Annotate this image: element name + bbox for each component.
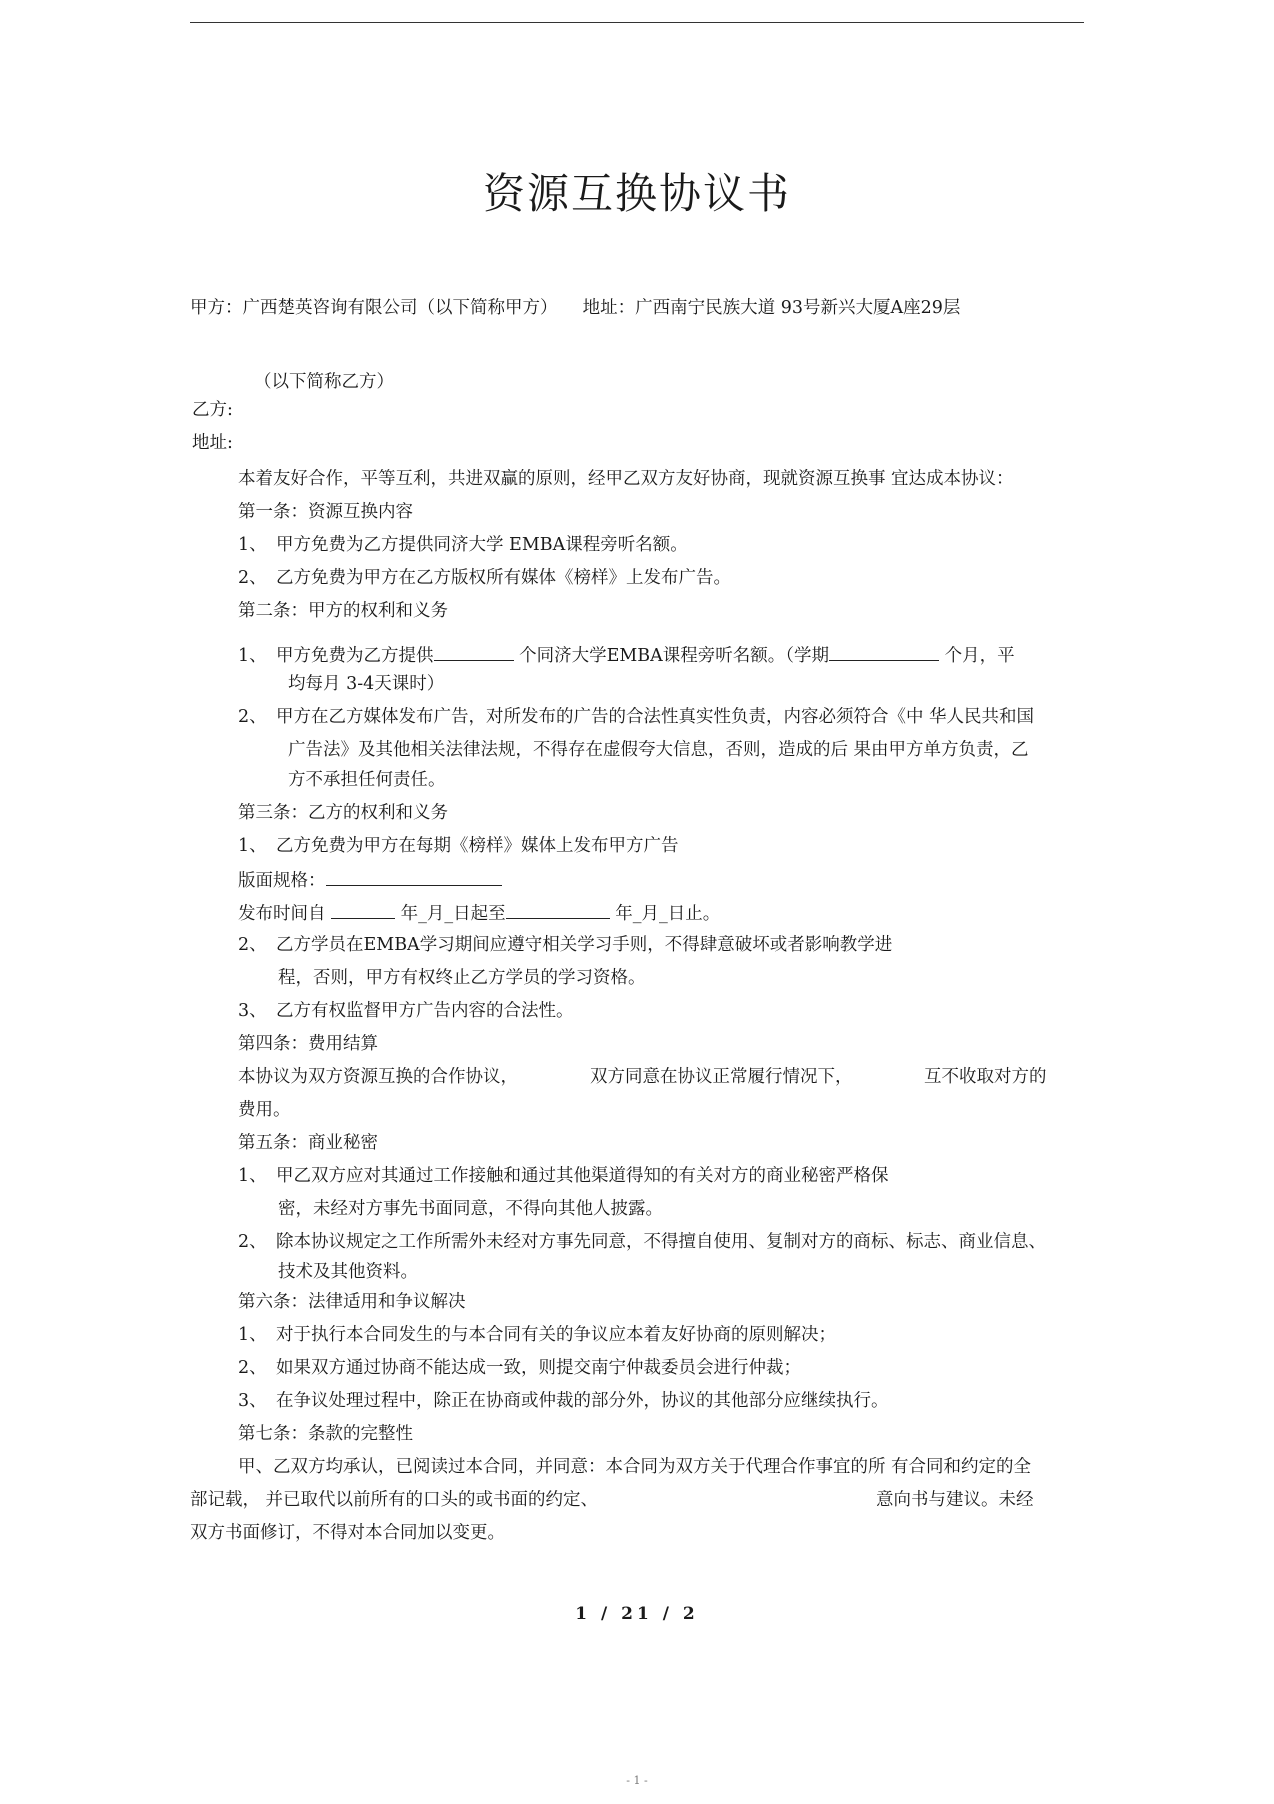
article-2-heading: 第二条：甲方的权利和义务 bbox=[238, 601, 448, 621]
item-number: 2、 bbox=[238, 1232, 267, 1252]
publish-time-label: 发布时间自 bbox=[238, 904, 326, 924]
page-number: - 1 - bbox=[626, 1774, 648, 1787]
intro-paragraph: 本着友好合作，平等互利，共进双赢的原则，经甲乙双方友好协商，现就资源互换事 宜达成本协议： bbox=[238, 469, 1014, 489]
article-1-heading: 第一条：资源互换内容 bbox=[238, 502, 413, 522]
article-2-item-2-cont: 广告法》及其他相关法律法规，不得存在虚假夸大信息，否则，造成的后 果由甲方单方负责，乙 bbox=[288, 740, 1029, 760]
party-b-label: 乙方: bbox=[192, 400, 233, 420]
party-a-address-label: 地址： bbox=[582, 298, 636, 318]
article-1-item-1 bbox=[238, 533, 688, 557]
header-rule bbox=[190, 22, 1084, 23]
article-4-text-c: 互不收取对方的 bbox=[924, 1067, 1047, 1087]
party-a-name: 广西楚英咨询有限公司（以下简称甲方） bbox=[242, 298, 558, 318]
document-title: 资源互换协议书 bbox=[482, 169, 791, 218]
article-3-item-1 bbox=[238, 834, 679, 858]
item-text: 个同济大学EMBA课程旁听名额。（学期 bbox=[519, 646, 830, 666]
article-6-item-2 bbox=[238, 1356, 801, 1380]
item-text: 甲方免费为乙方提供 bbox=[276, 646, 434, 666]
item-number: 2、 bbox=[238, 707, 267, 727]
article-2-item-2-cont2: 方不承担任何责任。 bbox=[288, 770, 446, 790]
article-7-heading: 第七条：条款的完整性 bbox=[238, 1424, 413, 1444]
article-4-heading: 第四条：费用结算 bbox=[238, 1034, 378, 1054]
item-number: 2、 bbox=[238, 568, 267, 588]
layout-spec-line bbox=[238, 867, 502, 893]
item-number: 1、 bbox=[238, 836, 267, 856]
item-text: 甲乙双方应对其通过工作接触和通过其他渠道得知的有关对方的商业秘密严格保 bbox=[276, 1166, 889, 1186]
article-6-heading: 第六条：法律适用和争议解决 bbox=[238, 1292, 466, 1312]
item-text: 对于执行本合同发生的与本合同有关的争议应本着友好协商的原则解决； bbox=[276, 1325, 836, 1345]
page-footer: 1 / 21 / 2 bbox=[575, 1604, 699, 1624]
item-text: 除本协议规定之工作所需外未经对方事先同意，不得擅自使用、复制对方的商标、标志、商业信息、 bbox=[276, 1232, 1046, 1252]
article-2-item-1-cont: 均每月 3-4天课时） bbox=[288, 674, 445, 694]
article-7-paragraph-line-2a: 部记载， 并已取代以前所有的口头的或书面的约定、 bbox=[190, 1490, 599, 1510]
item-number: 1、 bbox=[238, 646, 267, 666]
article-4-text-a: 本协议为双方资源互换的合作协议， bbox=[238, 1067, 518, 1087]
item-number: 1、 bbox=[238, 1325, 267, 1345]
article-4-text-d: 费用。 bbox=[238, 1100, 291, 1120]
party-b-abbr: （以下简称乙方） bbox=[254, 372, 394, 392]
item-text: 乙方免费为甲方在每期《榜样》媒体上发布甲方广告 bbox=[276, 836, 679, 856]
article-5-heading: 第五条：商业秘密 bbox=[238, 1133, 378, 1153]
article-2-item-2 bbox=[238, 705, 1034, 729]
party-a-address: 广西南宁民族大道 93号新兴大厦A座29层 bbox=[635, 298, 961, 318]
party-a-label: 甲方： bbox=[190, 298, 243, 318]
party-a-line bbox=[190, 296, 960, 320]
item-text: 甲方免费为乙方提供同济大学 EMBA课程旁听名额。 bbox=[276, 535, 688, 555]
article-1-item-2 bbox=[238, 566, 731, 590]
publish-time-text: 年_月_日止。 bbox=[615, 904, 721, 924]
article-5-item-2 bbox=[238, 1230, 1046, 1254]
item-text: 个月，平 bbox=[944, 646, 1015, 666]
quota-blank[interactable] bbox=[434, 642, 514, 661]
article-2-item-1 bbox=[238, 642, 1015, 668]
item-number: 1、 bbox=[238, 1166, 267, 1186]
item-number: 3、 bbox=[238, 1391, 267, 1411]
article-6-item-1 bbox=[238, 1323, 836, 1347]
item-text: 乙方学员在EMBA学习期间应遵守相关学习手则，不得肆意破坏或者影响教学进 bbox=[276, 935, 893, 955]
article-5-item-1 bbox=[238, 1164, 889, 1188]
article-5-item-1-cont: 密，未经对方事先书面同意，不得向其他人披露。 bbox=[278, 1199, 663, 1219]
article-3-item-2 bbox=[238, 933, 892, 957]
item-number: 3、 bbox=[238, 1001, 267, 1021]
item-text: 乙方有权监督甲方广告内容的合法性。 bbox=[276, 1001, 574, 1021]
article-3-item-3 bbox=[238, 999, 574, 1023]
item-text: 如果双方通过协商不能达成一致，则提交南宁仲裁委员会进行仲裁； bbox=[276, 1358, 801, 1378]
item-text: 甲方在乙方媒体发布广告，对所发布的广告的合法性真实性负责，内容必须符合《中 华人民共和国 bbox=[276, 707, 1035, 727]
article-4-text-b: 双方同意在协议正常履行情况下， bbox=[590, 1067, 853, 1087]
article-3-item-2-cont: 程，否则，甲方有权终止乙方学员的学习资格。 bbox=[278, 968, 646, 988]
article-7-paragraph-line-2b: 意向书与建议。未经 bbox=[876, 1490, 1034, 1510]
start-date-blank[interactable] bbox=[331, 900, 395, 919]
article-3-heading: 第三条：乙方的权利和义务 bbox=[238, 803, 448, 823]
article-6-item-3 bbox=[238, 1389, 889, 1413]
layout-spec-blank[interactable] bbox=[326, 867, 502, 886]
party-b-address-label: 地址: bbox=[192, 433, 233, 453]
term-blank[interactable] bbox=[829, 642, 939, 661]
publish-time-line bbox=[238, 900, 720, 926]
article-7-paragraph-line-1: 甲、乙双方均承认，已阅读过本合同，并同意：本合同为双方关于代理合作事宜的所 有合同和约定的全 bbox=[238, 1457, 1032, 1477]
item-number: 1、 bbox=[238, 535, 267, 555]
item-text: 在争议处理过程中，除正在协商或仲裁的部分外，协议的其他部分应继续执行。 bbox=[276, 1391, 889, 1411]
article-5-item-2-cont: 技术及其他资料。 bbox=[278, 1262, 418, 1282]
item-number: 2、 bbox=[238, 935, 267, 955]
publish-time-text: 年_月_日起至 bbox=[400, 904, 506, 924]
article-7-paragraph-line-3: 双方书面修订，不得对本合同加以变更。 bbox=[190, 1523, 505, 1543]
layout-spec-label: 版面规格： bbox=[238, 871, 326, 891]
item-text: 乙方免费为甲方在乙方版权所有媒体《榜样》上发布广告。 bbox=[276, 568, 731, 588]
item-number: 2、 bbox=[238, 1358, 267, 1378]
end-date-blank[interactable] bbox=[506, 900, 610, 919]
